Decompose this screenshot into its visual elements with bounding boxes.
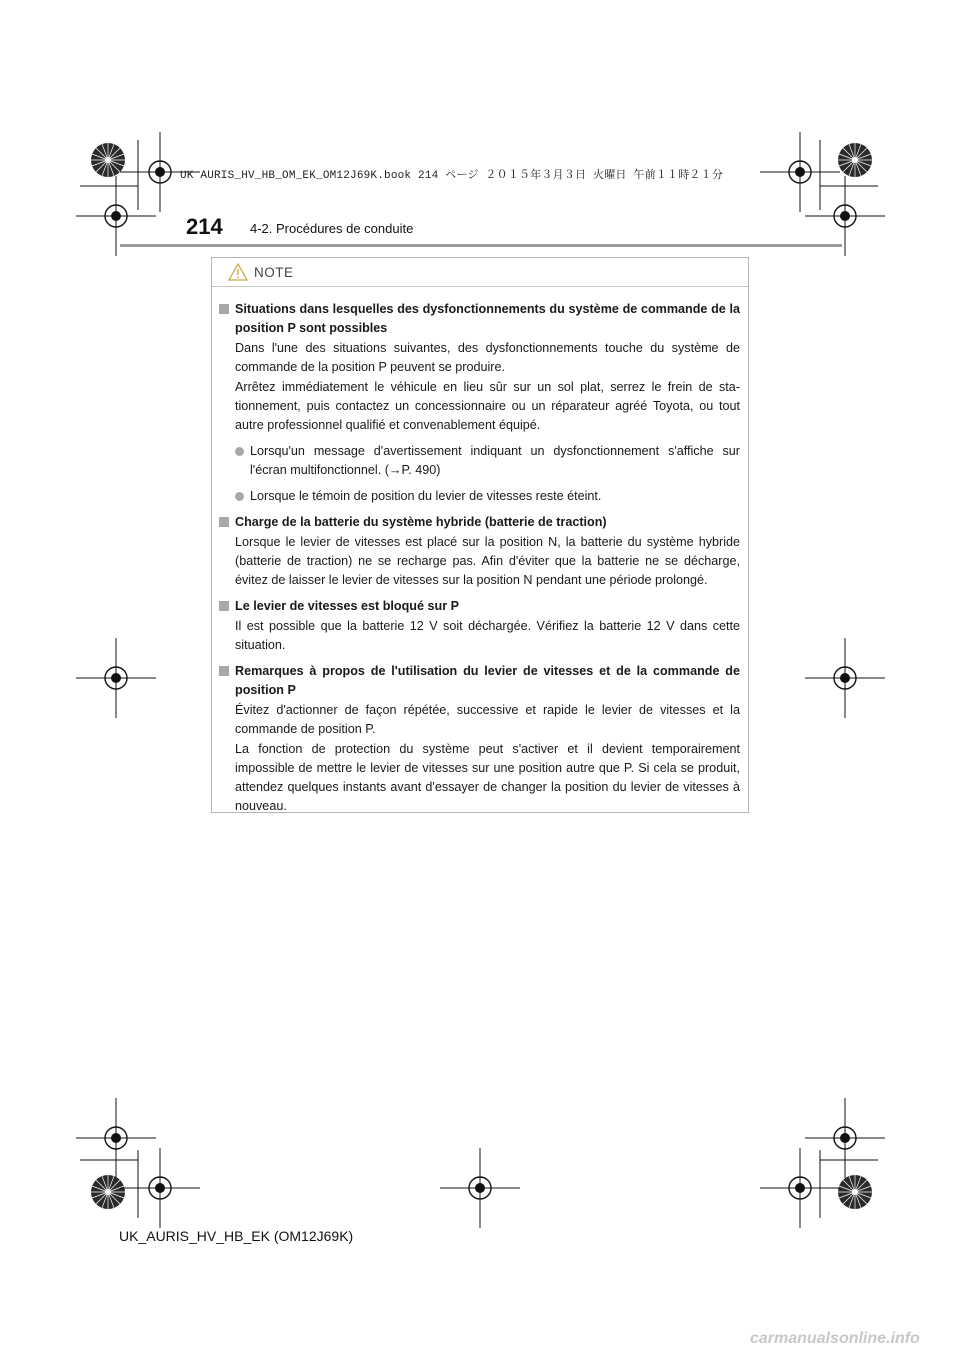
paragraph: Dans l'une des situations suivantes, des dysfonctionnements touche du système de commande de la position P peuvent se produire.	[235, 341, 740, 374]
document-code: UK_AURIS_HV_HB_EK (OM12J69K)	[119, 1228, 354, 1244]
note-section	[219, 597, 740, 655]
paragraph: Lorsque le levier de vitesses est placé sur la position N, la batterie du système hybride (batterie de traction) ne se recharge pas. Afin d'éviter que la batterie ne se décharge, évitez de laisser le levier de vitesses sur la position N pendant une période prolongé.	[235, 535, 740, 587]
paragraph: Arrêtez immédiatement le véhicule en lieu sûr sur un sol plat, serrez le frein de sta-tionnement, puis contactez un concessionnaire ou un réparateur agréé Toyota, ou tout autre professionnel qualifié et convenablement équipé.	[235, 380, 740, 432]
note-section	[219, 513, 740, 590]
square-bullet-icon	[219, 601, 229, 611]
square-bullet-icon	[219, 304, 229, 314]
note-box	[211, 257, 749, 813]
square-bullet-icon	[219, 666, 229, 676]
note-section	[219, 662, 740, 816]
paragraph: Il est possible que la batterie 12 V soit déchargée. Vérifiez la batterie 12 V dans cette situation.	[235, 619, 740, 652]
bullet-item: Lorsque le témoin de position du levier de vitesses reste éteint.	[235, 487, 740, 506]
paragraph: La fonction de protection du système peut s'activer et il devient temporairement impossible de mettre le levier de vitesses sur une position autre que P. Si cela se produit, attendez quelques instants avant d'essayer de changer la position du levier de vitesses à nouveau.	[235, 742, 740, 813]
section-heading: Situations dans lesquelles des dysfonctionnements du système de commande de la position P sont possibles	[219, 300, 740, 338]
bullet-item: Lorsqu'un message d'avertissement indiquant un dysfonctionnement s'affiche sur l'écran multifonctionnel. (→P. 490)	[235, 442, 740, 480]
section-heading: Le levier de vitesses est bloqué sur P	[219, 597, 740, 616]
section-heading: Remarques à propos de l'utilisation du levier de vitesses et de la commande de position P	[219, 662, 740, 700]
page-number: 214	[186, 214, 223, 239]
paragraph: Évitez d'actionner de façon répétée, successive et rapide le levier de vitesses et la commande de position P.	[235, 703, 740, 736]
note-header	[212, 258, 748, 287]
round-bullet-icon	[235, 447, 244, 456]
square-bullet-icon	[219, 517, 229, 527]
book-file-stamp: UK AURIS_HV_HB_OM_EK_OM12J69K.book 214 ページ ２０１５年３月３日 火曜日 午前１１時２１分	[180, 170, 724, 182]
section-title: 4-2. Procédures de conduite	[250, 221, 414, 236]
note-section	[219, 300, 740, 506]
section-heading: Charge de la batterie du système hybride (batterie de traction)	[219, 513, 740, 532]
note-label: NOTE	[254, 264, 294, 280]
warning-triangle-icon	[228, 263, 248, 281]
watermark: carmanualsonline.info	[750, 1330, 920, 1347]
header-rule	[120, 244, 842, 247]
note-body	[212, 287, 748, 816]
round-bullet-icon	[235, 492, 244, 501]
